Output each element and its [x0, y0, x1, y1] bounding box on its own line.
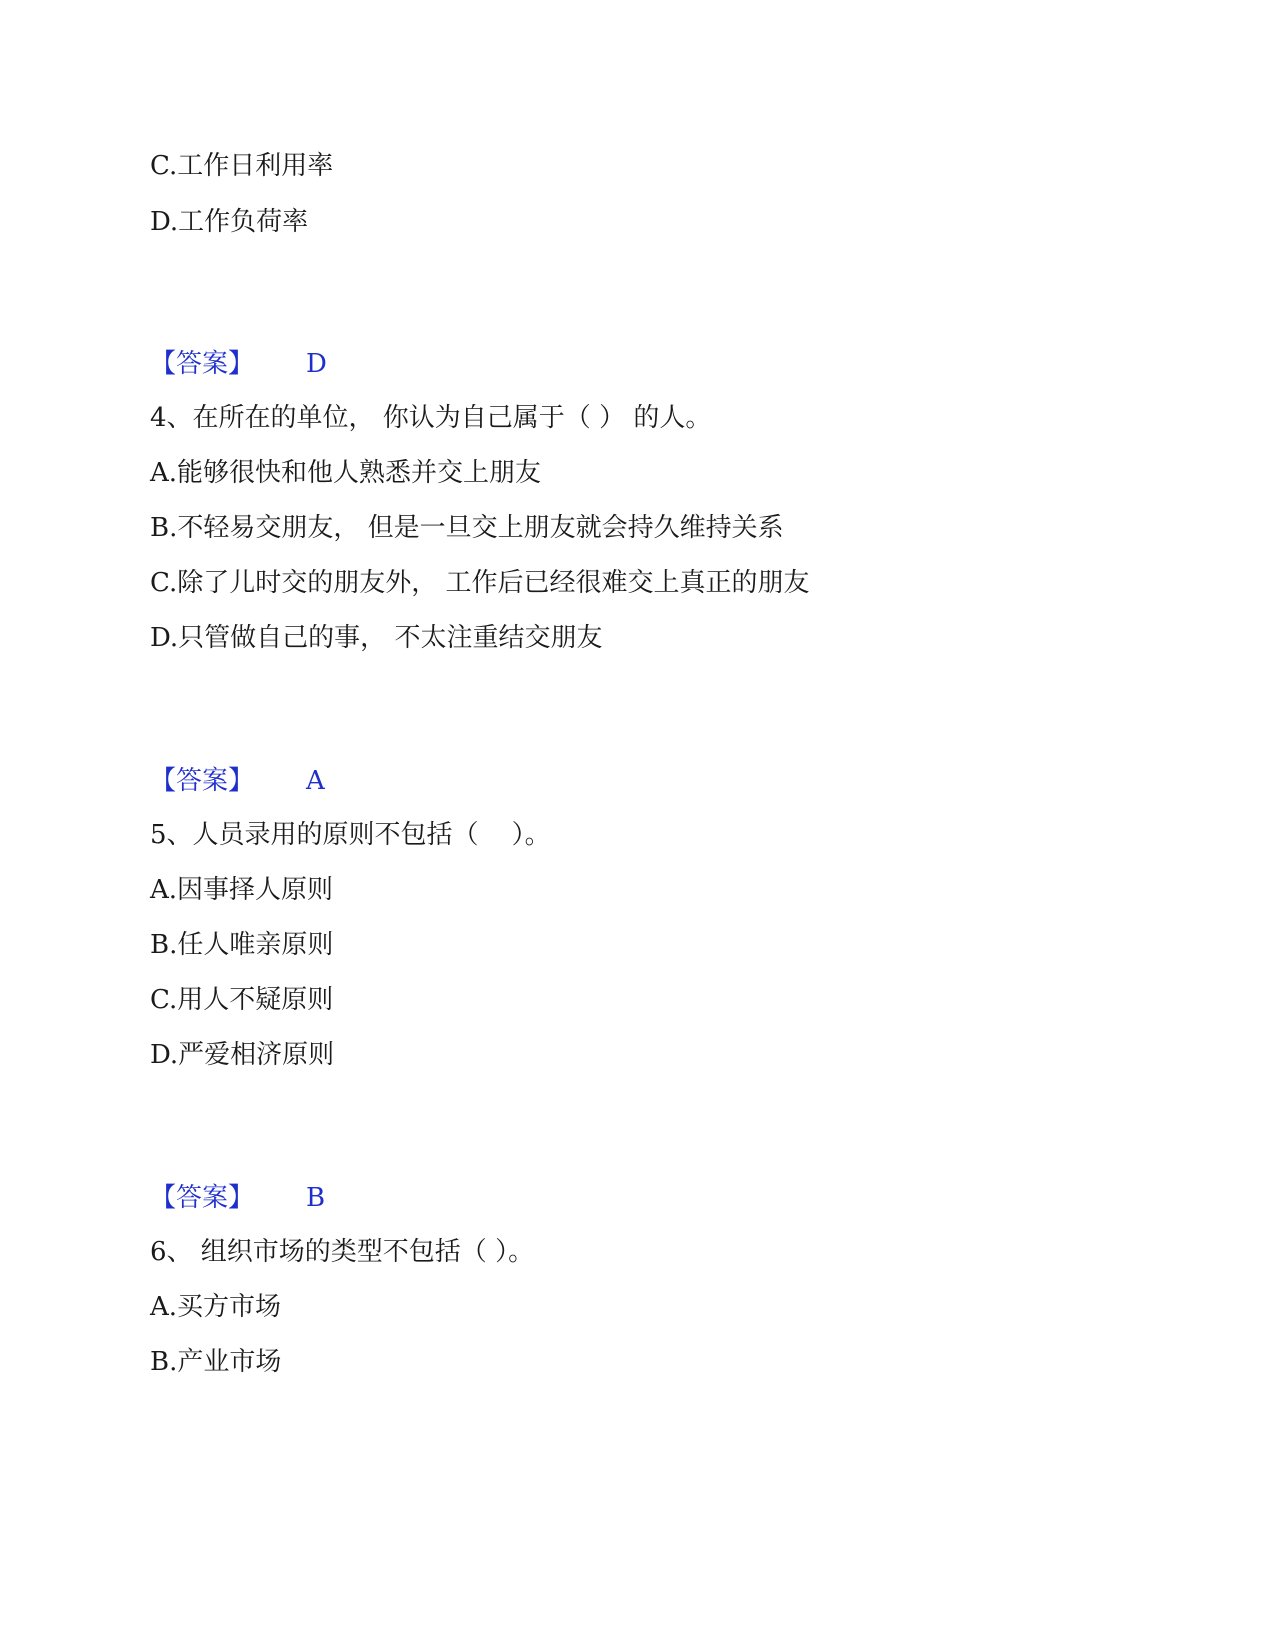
q4-option-c: C.除了儿时交的朋友外， 工作后已经很难交上真正的朋友: [150, 568, 810, 598]
q5-option-c: C.用人不疑原则: [150, 985, 334, 1015]
answer-label: 【答案】: [150, 1183, 255, 1213]
q4-option-a: A.能够很快和他人熟悉并交上朋友: [150, 458, 542, 488]
q4-option-d: D.只管做自己的事， 不太注重结交朋友: [150, 623, 603, 653]
q4-answer: [150, 765, 325, 797]
answer-label: 【答案】: [150, 349, 255, 379]
q6-option-b: B.产业市场: [150, 1347, 282, 1377]
q5-answer: [150, 1182, 325, 1214]
q6-option-a: A.买方市场: [150, 1292, 282, 1322]
q5-option-d: D.严爱相济原则: [150, 1040, 335, 1070]
q5-option-b: B.任人唯亲原则: [150, 930, 334, 960]
q4-stem: 4、在所在的单位， 你认为自己属于（ ） 的人。: [150, 403, 712, 433]
answer-value: A: [306, 766, 325, 796]
q6-stem: 6、 组织市场的类型不包括（ ）。: [150, 1237, 535, 1267]
answer-value: B: [306, 1183, 326, 1213]
q4-option-b: B.不轻易交朋友， 但是一旦交上朋友就会持久维持关系: [150, 513, 784, 543]
q3-option-d: D.工作负荷率: [150, 207, 309, 237]
q5-option-a: A.因事择人原则: [150, 875, 334, 905]
q3-answer: [150, 348, 327, 380]
q5-stem: 5、人员录用的原则不包括（ ）。: [150, 820, 551, 850]
answer-value: D: [306, 349, 327, 379]
answer-label: 【答案】: [150, 766, 255, 796]
q3-option-c: C.工作日利用率: [150, 151, 334, 181]
